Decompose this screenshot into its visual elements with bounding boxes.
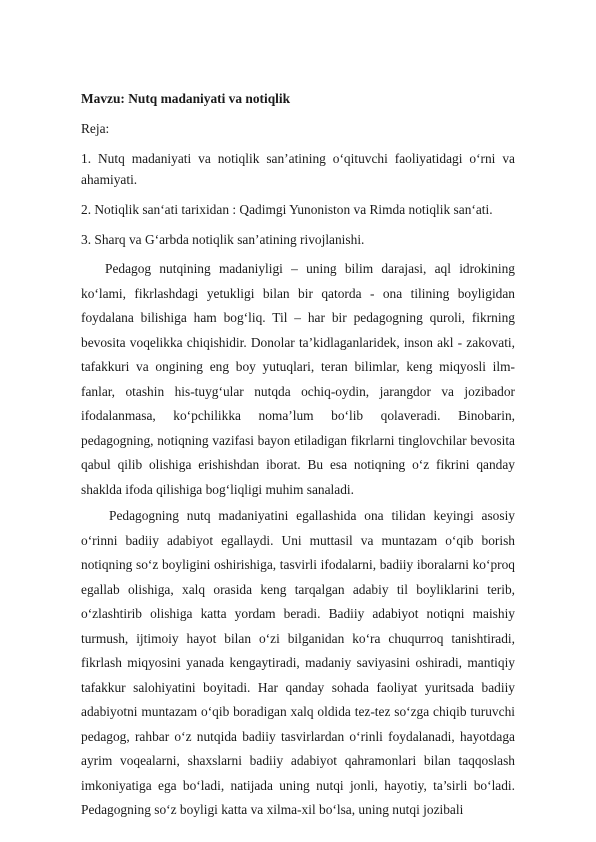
body-paragraph: Pedagog nutqining madaniyligi – uning bilim darajasi, aql idrokining ko‘lami, fikrlashdagi yetukligi bilan bir qatorda - ona tilining boyligidan foydalana bilishiga ham bog‘liq. Til – har bir pedagogning quroli, fikrning bevosita voqelikka chiqishidir. Donolar ta’kidlaganlaridek, inson akl - zakovati, tafakkuri va ongining eng boy yutuqlari, teran bilimlar, keng miqyosli ilm-fanlar, otashin his-tuyg‘ular nutqda ochiq-oydin, jarangdor va jozibador ifodalanmasa, ko‘pchilikka noma’lum bo‘lib qolaveradi. Binobarin, pedagogning, notiqning vazifasi bayon etiladigan fikrlarni tinglovchilar bevosita qabul qilib olishiga erishishdan iborat. Bu esa notiqning o‘z fikrini qanday shaklda ifoda qilishiga bog‘liqligi muhim sanaladi.: [81, 261, 515, 497]
plan-item-2: 2. Notiqlik san‘ati tarixidan : Qadimgi Yunoniston va Rimda notiqlik san‘ati.: [81, 202, 493, 217]
document-page: [81, 88, 515, 823]
plan-item-3: 3. Sharq va G‘arbda notiqlik san’atining rivojlanishi.: [81, 232, 365, 247]
body-paragraph: Pedagogning nutq madaniyatini egallashida ona tilidan keyingi asosiy o‘rinni badiiy adabiyot egallaydi. Uni muttasil va muntazam o‘qib borish notiqning so‘z boyligini oshirishiga, tasvirli ifodalarni, badiiy iboralarni ko‘proq egallab olishiga, xalq orasida keng tarqalgan adabiy til boyliklarini terib, o‘zlashtirib olishiga katta yordam beradi. Badiiy adabiyot notiqni maishiy turmush, ijtimoiy hayot bilan o‘zi bilganidan ko‘ra chuqurroq tanishtiradi, fikrlash miqyosini yanada kengaytiradi, madaniy saviyasini oshiradi, mantiqiy tafakkur salohiyatini boyitadi. Har qanday sohada faoliyat yuritsada badiiy adabiyotni muntazam o‘qib boradigan xalq oldida tez-tez so‘zga chiqib turuvchi pedagog, rahbar o‘z nutqida badiiy tasvirlardan o‘rinli foydalanadi, hayotdaga ayrim voqealarni, shaxslarni badiiy adabiyot qahramonlari bilan taqqoslash imkoniyatiga ega bo‘ladi, natijada uning nutqi jonli, hayotiy, ta’sirli bo‘ladi. Pedagogning so‘z boyligi katta va xilma-xil bo‘lsa, uning nutqi jozibali: [81, 508, 515, 817]
plan-item-1: 1. Nutq madaniyati va notiqlik san’atining o‘qituvchi faoliyatidagi o‘rni va ahamiyati.: [81, 151, 515, 187]
document-title: Mavzu: Nutq madaniyati va notiqlik: [81, 91, 291, 106]
plan-label: Reja:: [81, 121, 110, 136]
